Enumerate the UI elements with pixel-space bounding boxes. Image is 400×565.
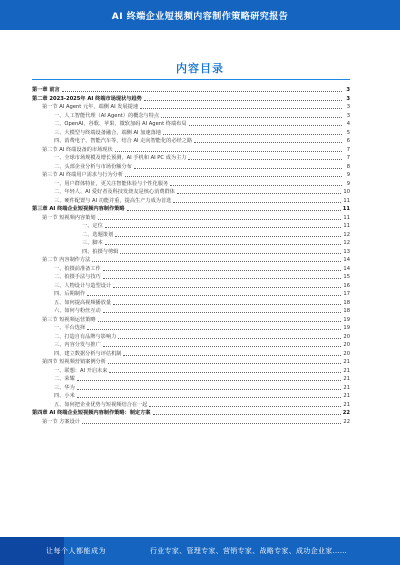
toc-entry-label: 一、定位 bbox=[82, 223, 103, 229]
toc-entry-page: 7 bbox=[346, 146, 350, 153]
toc-dot-leader bbox=[98, 321, 342, 322]
toc-dot-leader bbox=[170, 185, 342, 186]
toc-entry-page: 16 bbox=[343, 282, 350, 289]
toc-entry-label: 第三章 AI 终端企业短视频内容制作策略 bbox=[32, 206, 125, 212]
toc-entry[interactable] bbox=[32, 316, 350, 325]
toc-dot-leader bbox=[87, 329, 341, 330]
toc-entry-label: 二、OpenAI、谷歌、苹果、微软加码 AI Agent 终端布局 bbox=[54, 121, 187, 127]
toc-entry-label: 四、建立数据分析与评估机制 bbox=[54, 350, 122, 357]
toc-entry-label: 二、年轻人、AI 爱好者及科技发烧友是核心消费群体 bbox=[54, 189, 175, 195]
toc-entry-label: 一、人工智能代理（AI Agent）的概念与特点 bbox=[54, 112, 160, 119]
toc-entry-page: 18 bbox=[343, 299, 350, 306]
toc-entry-page: 14 bbox=[343, 265, 350, 272]
toc-entry-label: 第一章 前言 bbox=[32, 87, 60, 93]
footer-tagline: 行业专家、管理专家、营销专家、战略专家、成功企业家…… bbox=[150, 547, 348, 555]
toc-entry-page: 13 bbox=[343, 248, 350, 255]
toc-entry-page: 9 bbox=[346, 172, 350, 178]
toc-entry[interactable] bbox=[32, 418, 350, 427]
toc-entry[interactable] bbox=[32, 392, 350, 401]
toc-entry[interactable] bbox=[32, 239, 350, 248]
report-title: AI 终端企业短视频内容制作策略研究报告 bbox=[111, 12, 289, 22]
toc-entry[interactable] bbox=[32, 290, 350, 299]
toc-entry-label: 一、拍摄前准备工作 bbox=[54, 265, 101, 272]
toc-entry-label: 三、大模型与终端设备融合，端侧 AI 加速落地 bbox=[54, 129, 161, 136]
toc-dot-leader bbox=[105, 227, 342, 228]
footer-slogan: 让每个人都能成为 bbox=[46, 547, 106, 555]
toc-dot-leader bbox=[82, 423, 341, 424]
toc-entry-label: 三、硬件配置与 AI 功能并重，提高生产力成为首选 bbox=[54, 197, 172, 204]
toc-title: 内容目录 bbox=[176, 62, 224, 75]
toc-dot-leader bbox=[173, 202, 341, 203]
toc-entry[interactable] bbox=[32, 86, 350, 95]
toc-entry-page: 3 bbox=[346, 87, 350, 93]
toc-entry-page: 6 bbox=[346, 138, 350, 144]
toc-entry[interactable] bbox=[32, 307, 350, 316]
toc-entry[interactable] bbox=[32, 358, 350, 367]
toc-dot-leader bbox=[149, 406, 341, 407]
toc-entry[interactable] bbox=[32, 112, 350, 121]
toc-dot-leader bbox=[77, 380, 342, 381]
toc-dot-leader bbox=[103, 278, 342, 279]
toc-entry[interactable] bbox=[32, 171, 350, 180]
toc-entry-page: 22 bbox=[342, 410, 350, 416]
toc-entry[interactable] bbox=[32, 188, 350, 197]
toc-dot-leader bbox=[125, 176, 342, 177]
toc-entry-label: 四、消费电子、智能汽车等，结合 AI 走向智能化的必经之路 bbox=[54, 138, 193, 144]
toc-dot-leader bbox=[163, 134, 342, 135]
toc-entry-page: 10 bbox=[343, 189, 350, 195]
toc-entry-page: 22 bbox=[343, 418, 350, 425]
toc-entry-page: 8 bbox=[346, 163, 350, 170]
toc-dot-leader bbox=[189, 125, 342, 126]
toc-entry-page: 3 bbox=[346, 104, 350, 110]
toc-entry[interactable] bbox=[32, 367, 350, 376]
toc-entry-label: 第四节 短视频营销案例分析 bbox=[42, 359, 106, 365]
toc-dot-leader bbox=[92, 261, 341, 262]
toc-dot-leader bbox=[62, 91, 342, 92]
toc-entry-page: 12 bbox=[343, 231, 350, 238]
toc-dot-leader bbox=[188, 159, 342, 160]
toc-entry-page: 7 bbox=[346, 155, 350, 161]
toc-dot-leader bbox=[108, 363, 341, 364]
toc-entry-label: 二、拍摄手法与技巧 bbox=[54, 274, 101, 280]
toc-entry-page: 18 bbox=[343, 308, 350, 314]
toc-entry-page: 19 bbox=[343, 325, 350, 331]
toc-dot-leader bbox=[109, 372, 341, 373]
toc-entry-page: 3 bbox=[346, 112, 350, 119]
toc-dot-leader bbox=[177, 193, 342, 194]
toc-entry[interactable] bbox=[32, 375, 350, 384]
toc-dot-leader bbox=[103, 270, 342, 271]
toc-entry-page: 20 bbox=[343, 342, 350, 348]
toc-entry[interactable] bbox=[32, 146, 350, 155]
footer-bar bbox=[0, 537, 400, 565]
toc-dot-leader bbox=[115, 151, 342, 152]
toc-dot-leader bbox=[113, 287, 341, 288]
toc-entry-label: 二、选题策划 bbox=[82, 231, 114, 238]
toc-entry-label: 第一节 方案设计 bbox=[42, 418, 80, 425]
toc-entry-label: 三、脚本 bbox=[82, 240, 103, 246]
toc-entry[interactable] bbox=[32, 197, 350, 206]
toc-entry-label: 四、拍摄与剪辑 bbox=[82, 248, 119, 255]
toc-dot-leader bbox=[194, 142, 342, 143]
toc-dot-leader bbox=[115, 236, 341, 237]
toc-entry-page: 20 bbox=[343, 333, 350, 340]
toc-entry-label: 五、如何把企业优势与短视频结合在一起 bbox=[54, 401, 148, 408]
toc-entry[interactable] bbox=[32, 409, 350, 418]
toc-entry-label: 二、头部企业分析与市场份额分布 bbox=[54, 163, 132, 170]
toc-dot-leader bbox=[120, 253, 341, 254]
toc-entry-label: 第二节 内容制作方法 bbox=[42, 257, 91, 263]
toc-entry-label: 二、打造自有品牌与影响力 bbox=[54, 333, 117, 340]
toc-entry-page: 20 bbox=[343, 350, 350, 357]
header-bar bbox=[0, 0, 400, 30]
toc-entry[interactable] bbox=[32, 265, 350, 274]
toc-dot-leader bbox=[123, 355, 341, 356]
toc-entry-label: 第四章 AI 终端企业短视频内容制作策略：制定方案 bbox=[32, 410, 151, 416]
toc-entry-label: 第三节 短视频运营策略 bbox=[42, 316, 96, 323]
toc-entry-label: 第三节 AI 终端用户需求与行为分析 bbox=[42, 172, 124, 178]
toc-entry[interactable] bbox=[32, 273, 350, 282]
toc-entry-page: 11 bbox=[343, 197, 350, 204]
toc-dot-leader bbox=[144, 100, 342, 101]
toc-dot-leader bbox=[77, 397, 342, 398]
toc-entry-page: 21 bbox=[343, 367, 350, 374]
toc-entry[interactable] bbox=[32, 95, 350, 104]
toc-divider bbox=[32, 79, 350, 80]
toc-entry[interactable] bbox=[32, 256, 350, 265]
toc-entry[interactable] bbox=[32, 137, 350, 146]
table-of-contents bbox=[32, 86, 350, 426]
toc-entry[interactable] bbox=[32, 222, 350, 231]
toc-entry-label: 四、后期制作 bbox=[54, 291, 86, 297]
toc-dot-leader bbox=[105, 244, 342, 245]
toc-entry-page: 11 bbox=[343, 223, 350, 229]
toc-entry[interactable] bbox=[32, 341, 350, 350]
toc-entry[interactable] bbox=[32, 205, 350, 214]
toc-dot-leader bbox=[140, 108, 342, 109]
toc-entry-label: 第二章 2023-2025年 AI 终端市场现状与趋势 bbox=[32, 95, 142, 102]
toc-entry-page: 21 bbox=[343, 393, 350, 399]
toc-entry-label: 二、荣耀 bbox=[54, 376, 75, 382]
toc-entry-label: 三、人物设计与造型设计 bbox=[54, 282, 112, 289]
toc-entry-label: 第一节 短视频内容策划 bbox=[42, 214, 96, 221]
toc-entry-page: 3 bbox=[346, 95, 350, 102]
toc-entry-page: 17 bbox=[343, 291, 350, 297]
toc-entry-page: 21 bbox=[343, 359, 350, 365]
toc-entry[interactable] bbox=[32, 350, 350, 359]
toc-dot-leader bbox=[113, 304, 341, 305]
toc-entry[interactable] bbox=[32, 282, 350, 291]
toc-dot-leader bbox=[153, 414, 341, 415]
toc-entry-label: 四、小米 bbox=[54, 393, 75, 399]
toc-entry[interactable] bbox=[32, 333, 350, 342]
toc-entry[interactable] bbox=[32, 401, 350, 410]
toc-entry-label: 一、全球市场规模及增长预测，AI 手机和 AI PC 成为主力 bbox=[54, 155, 187, 161]
toc-entry-page: 19 bbox=[343, 316, 350, 323]
toc-entry-page: 12 bbox=[343, 240, 350, 246]
toc-entry-label: 六、如何与粉丝互动 bbox=[54, 308, 101, 314]
toc-entry-page: 14 bbox=[343, 257, 350, 263]
toc-entry-page: 21 bbox=[343, 401, 350, 408]
toc-entry-page: 4 bbox=[346, 121, 350, 127]
toc-dot-leader bbox=[103, 312, 342, 313]
toc-entry-label: 一、平台选择 bbox=[54, 325, 86, 331]
toc-entry-page: 5 bbox=[346, 129, 350, 136]
toc-entry-label: 三、内容分发与推广 bbox=[54, 342, 101, 348]
toc-entry[interactable] bbox=[32, 231, 350, 240]
toc-dot-leader bbox=[77, 389, 342, 390]
toc-entry[interactable] bbox=[32, 180, 350, 189]
toc-entry[interactable] bbox=[32, 129, 350, 138]
toc-entry-page: 21 bbox=[343, 376, 350, 382]
toc-dot-leader bbox=[127, 210, 341, 211]
toc-dot-leader bbox=[98, 219, 342, 220]
toc-entry-page: 15 bbox=[343, 274, 350, 280]
toc-entry-page: 11 bbox=[342, 206, 350, 212]
toc-entry-label: 三、华为 bbox=[54, 384, 75, 391]
toc-entry-label: 第一节 AI Agent 元年，端侧 AI 发展提速 bbox=[42, 104, 139, 110]
toc-entry-page: 9 bbox=[346, 180, 350, 187]
toc-dot-leader bbox=[103, 346, 342, 347]
toc-dot-leader bbox=[87, 295, 341, 296]
toc-entry[interactable] bbox=[32, 214, 350, 223]
toc-entry[interactable] bbox=[32, 163, 350, 172]
toc-dot-leader bbox=[161, 117, 342, 118]
toc-entry-page: 21 bbox=[343, 384, 350, 391]
toc-entry[interactable] bbox=[32, 299, 350, 308]
toc-entry[interactable] bbox=[32, 248, 350, 257]
toc-entry-label: 一、联想：AI 开启未来 bbox=[54, 367, 108, 374]
toc-entry[interactable] bbox=[32, 103, 350, 112]
toc-entry-label: 五、如何提高视频播放量 bbox=[54, 299, 112, 306]
toc-dot-leader bbox=[118, 338, 341, 339]
toc-entry-label: 一、用户群体特征，更关注智能体验与个性化服务 bbox=[54, 180, 169, 187]
toc-entry[interactable] bbox=[32, 324, 350, 333]
toc-entry[interactable] bbox=[32, 154, 350, 163]
toc-entry[interactable] bbox=[32, 384, 350, 393]
toc-entry-label: 第二节 AI 终端设备的市场现状 bbox=[42, 146, 113, 153]
toc-dot-leader bbox=[134, 168, 342, 169]
toc-entry-page: 11 bbox=[343, 214, 350, 221]
toc-entry[interactable] bbox=[32, 120, 350, 129]
